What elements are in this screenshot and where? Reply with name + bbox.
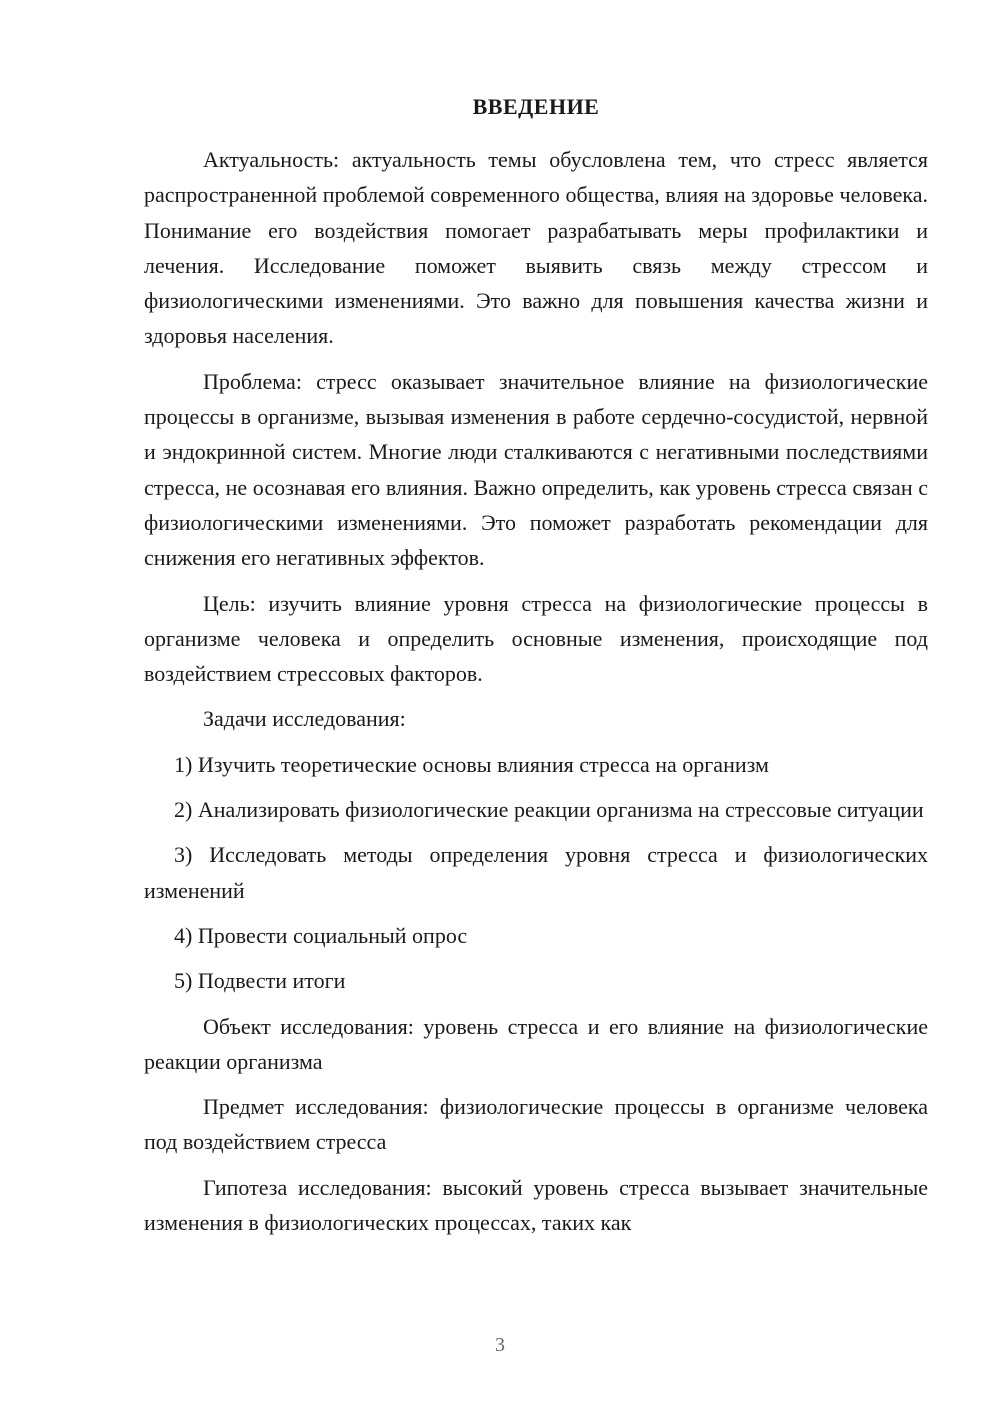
- relevance-paragraph: Актуальность: актуальность темы обусловлена тем, что стресс является распространенной проблемой современного общества, влияя на здоровье человека. Понимание его воздействия помогает разрабатывать меры профилактики и лечения. Исследование поможет выявить связь между стрессом и физиологическими изменениями. Это важно для повышения качества жизни и здоровья населения.: [144, 147, 928, 349]
- object-paragraph: Объект исследования: уровень стресса и его влияние на физиологические реакции организма: [144, 1013, 928, 1074]
- task-item-1: 1) Изучить теоретические основы влияния стресса на организм: [174, 751, 769, 777]
- subject-paragraph: Предмет исследования: физиологические процессы в организме человека под воздействием стресса: [144, 1094, 928, 1155]
- hypothesis-paragraph: Гипотеза исследования: высокий уровень стресса вызывает значительные изменения в физиологических процессах, таких как: [144, 1174, 928, 1236]
- page-number: 3: [495, 1334, 505, 1356]
- problem-paragraph: Проблема: стресс оказывает значительное влияние на физиологические процессы в организме, вызывая изменения в работе сердечно-сосудистой, нервной и эндокринной систем. Многие люди сталкиваются с негативными последствиями стресса, не осознавая его влияния. Важно определить, как уровень стресса связан с физиологическими изменениями. Это поможет разработать рекомендации для снижения его негативных эффектов.: [144, 368, 928, 571]
- document-page: [144, 92, 928, 1250]
- task-item-4: 4) Провести социальный опрос: [174, 922, 468, 948]
- tasks-heading: Задачи исследования:: [203, 706, 406, 732]
- goal-paragraph: Цель: изучить влияние уровня стресса на физиологические процессы в организме человека и определить основные изменения, происходящие под воздействием стрессовых факторов.: [144, 590, 928, 687]
- task-item-3: 3) Исследовать методы определения уровня стресса и физиологических изменений: [144, 842, 928, 903]
- section-title: ВВЕДЕНИЕ: [472, 94, 600, 119]
- task-item-2: 2) Анализировать физиологические реакции организма на стрессовые ситуации: [174, 797, 924, 823]
- task-item-5: 5) Подвести итоги: [174, 968, 346, 994]
